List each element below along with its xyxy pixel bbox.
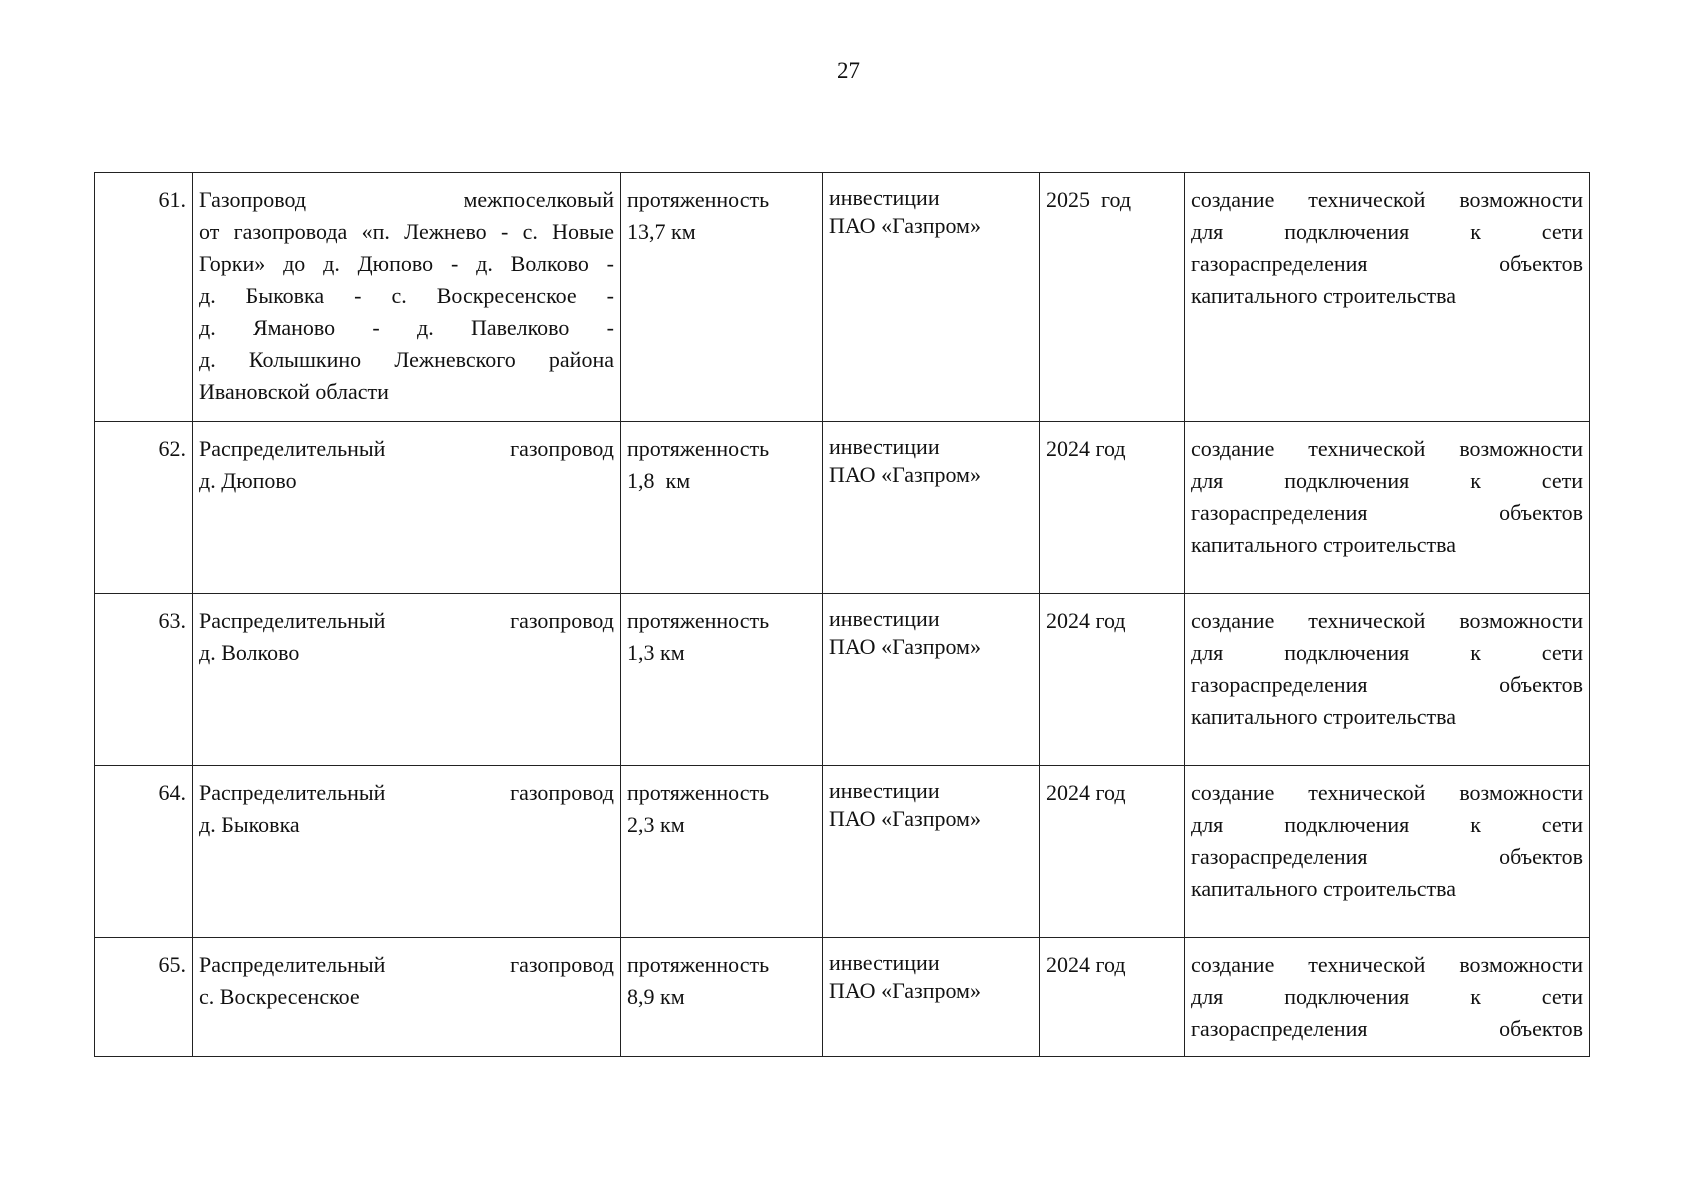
purpose-line: газораспределения объектов (1191, 251, 1583, 276)
length-value: 1,8 км (627, 468, 691, 493)
length-cell (621, 173, 823, 422)
purpose-cell (1185, 766, 1590, 938)
funding-source-line: ПАО «Газпром» (829, 213, 981, 238)
row-number: 62. (95, 422, 193, 594)
object-name-line: Горки» до д. Дюпово - д. Волково - (199, 251, 614, 276)
object-name-line: Ивановской области (199, 379, 389, 404)
object-name-line: д. Дюпово (199, 468, 297, 493)
funding-source-line: ПАО «Газпром» (829, 806, 981, 831)
funding-source (823, 594, 1040, 766)
funding-source (823, 422, 1040, 594)
object-name (193, 938, 621, 1057)
funding-source-line: инвестиции (829, 606, 940, 631)
purpose-line: капитального строительства (1191, 532, 1457, 557)
object-name-line: Распределительный газопровод (199, 608, 614, 633)
purpose-line: для подключения к сети (1191, 984, 1583, 1009)
object-name-line: Распределительный газопровод (199, 780, 614, 805)
funding-source (823, 766, 1040, 938)
year-cell: 2024 год (1040, 766, 1185, 938)
row-number: 65. (95, 938, 193, 1057)
object-name-line: с. Воскресенское (199, 984, 360, 1009)
length-cell (621, 766, 823, 938)
length-value: 8,9 км (627, 984, 685, 1009)
purpose-line: газораспределения объектов (1191, 844, 1583, 869)
object-name (193, 422, 621, 594)
length-label: протяженность (627, 780, 770, 805)
length-label: протяженность (627, 187, 770, 212)
length-label: протяженность (627, 436, 770, 461)
object-name-line: д. Быковка - с. Воскресенское - (199, 283, 614, 308)
table-row (95, 938, 1590, 1057)
length-cell (621, 422, 823, 594)
length-cell (621, 938, 823, 1057)
purpose-line: создание технической возможности (1191, 436, 1583, 461)
object-name-line: Газопровод межпоселковый (199, 187, 614, 212)
object-name-line: д. Колышкино Лежневского района (199, 347, 614, 372)
object-name-line: д. Яманово - д. Павелково - (199, 315, 614, 340)
row-number: 64. (95, 766, 193, 938)
funding-source (823, 938, 1040, 1057)
length-label: протяженность (627, 952, 770, 977)
purpose-line: создание технической возможности (1191, 187, 1583, 212)
year-cell: 2024 год (1040, 594, 1185, 766)
purpose-cell (1185, 173, 1590, 422)
purpose-line: газораспределения объектов (1191, 1016, 1583, 1041)
object-name (193, 766, 621, 938)
object-name-line: д. Волково (199, 640, 300, 665)
object-name-line: от газопровода «п. Лежнево - с. Новые (199, 219, 614, 244)
object-name-line: Распределительный газопровод (199, 436, 614, 461)
purpose-line: газораспределения объектов (1191, 500, 1583, 525)
purpose-line: капитального строительства (1191, 283, 1457, 308)
gas-pipeline-table (94, 172, 1590, 1057)
length-value: 1,3 км (627, 640, 685, 665)
length-label: протяженность (627, 608, 770, 633)
length-cell (621, 594, 823, 766)
funding-source-line: инвестиции (829, 185, 940, 210)
object-name (193, 173, 621, 422)
row-number: 63. (95, 594, 193, 766)
purpose-cell (1185, 938, 1590, 1057)
page-number: 27 (837, 58, 860, 83)
length-value: 13,7 км (627, 219, 696, 244)
funding-source-line: инвестиции (829, 950, 940, 975)
funding-source (823, 173, 1040, 422)
funding-source-line: ПАО «Газпром» (829, 634, 981, 659)
table-row (95, 766, 1590, 938)
object-name-line: Распределительный газопровод (199, 952, 614, 977)
purpose-line: капитального строительства (1191, 704, 1457, 729)
funding-source-line: ПАО «Газпром» (829, 978, 981, 1003)
purpose-line: для подключения к сети (1191, 812, 1583, 837)
purpose-cell (1185, 594, 1590, 766)
purpose-line: для подключения к сети (1191, 640, 1583, 665)
funding-source-line: ПАО «Газпром» (829, 462, 981, 487)
purpose-line: для подключения к сети (1191, 468, 1583, 493)
purpose-line: создание технической возможности (1191, 952, 1583, 977)
purpose-line: для подключения к сети (1191, 219, 1583, 244)
year-cell: 2024 год (1040, 422, 1185, 594)
purpose-line: создание технической возможности (1191, 608, 1583, 633)
purpose-line: создание технической возможности (1191, 780, 1583, 805)
funding-source-line: инвестиции (829, 434, 940, 459)
purpose-cell (1185, 422, 1590, 594)
table-row (95, 422, 1590, 594)
table-row (95, 173, 1590, 422)
table-row (95, 594, 1590, 766)
funding-source-line: инвестиции (829, 778, 940, 803)
purpose-line: капитального строительства (1191, 876, 1457, 901)
year-cell: 2025 год (1040, 173, 1185, 422)
purpose-line: газораспределения объектов (1191, 672, 1583, 697)
row-number: 61. (95, 173, 193, 422)
year-cell: 2024 год (1040, 938, 1185, 1057)
length-value: 2,3 км (627, 812, 685, 837)
object-name-line: д. Быковка (199, 812, 300, 837)
object-name (193, 594, 621, 766)
